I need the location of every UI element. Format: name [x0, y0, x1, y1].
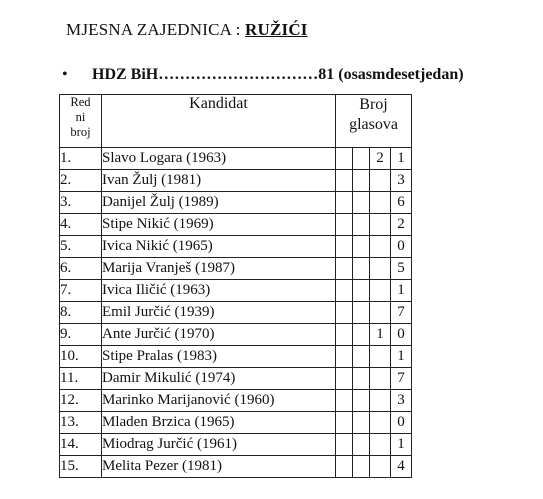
vote-digit — [336, 324, 353, 346]
candidate-name: Mladen Brzica (1965) — [102, 412, 336, 434]
vote-digit — [336, 390, 353, 412]
page-heading — [66, 20, 308, 40]
vote-digit — [336, 258, 353, 280]
vote-digit — [353, 412, 370, 434]
vote-digit — [336, 302, 353, 324]
vote-digit: 7 — [391, 302, 412, 324]
vote-digit — [353, 258, 370, 280]
table-row — [60, 148, 412, 170]
vote-digit: 2 — [391, 214, 412, 236]
vote-digit — [336, 236, 353, 258]
vote-digit — [336, 148, 353, 170]
row-number: 10. — [60, 346, 102, 368]
vote-digit — [370, 456, 391, 478]
row-number: 14. — [60, 434, 102, 456]
table-body — [60, 148, 412, 478]
row-number: 6. — [60, 258, 102, 280]
vote-digit — [353, 456, 370, 478]
row-number: 9. — [60, 324, 102, 346]
vote-digit — [336, 192, 353, 214]
header-votes-line: glasova — [349, 116, 398, 133]
vote-digit — [336, 412, 353, 434]
vote-digit: 0 — [391, 324, 412, 346]
table-row — [60, 368, 412, 390]
vote-digit — [353, 302, 370, 324]
header-votes — [336, 95, 412, 148]
candidate-name: Damir Mikulić (1974) — [102, 368, 336, 390]
row-number: 8. — [60, 302, 102, 324]
vote-digit — [353, 170, 370, 192]
party-text: HDZ BiH…………………………81 (osasmdesetjedan) — [92, 66, 464, 83]
vote-digit: 5 — [391, 258, 412, 280]
table-row — [60, 280, 412, 302]
table-row — [60, 302, 412, 324]
bullet-icon: • — [62, 66, 68, 83]
vote-digit: 6 — [391, 192, 412, 214]
vote-digit — [336, 456, 353, 478]
candidate-name: Danijel Žulj (1989) — [102, 192, 336, 214]
table-row — [60, 170, 412, 192]
vote-digit — [370, 170, 391, 192]
vote-digit — [353, 368, 370, 390]
table-row — [60, 434, 412, 456]
candidate-name: Marinko Marijanović (1960) — [102, 390, 336, 412]
vote-digit — [336, 280, 353, 302]
vote-digit — [370, 346, 391, 368]
candidate-name: Ivica Iličić (1963) — [102, 280, 336, 302]
vote-digit — [353, 280, 370, 302]
vote-digit — [336, 170, 353, 192]
header-ordinal-line: ni — [75, 110, 86, 124]
header-ordinal — [60, 95, 102, 148]
vote-digit — [370, 214, 391, 236]
vote-digit — [336, 214, 353, 236]
vote-digit: 0 — [391, 236, 412, 258]
vote-digit: 1 — [370, 324, 391, 346]
party-line — [62, 66, 464, 84]
vote-digit: 4 — [391, 456, 412, 478]
row-number: 11. — [60, 368, 102, 390]
vote-digit — [353, 390, 370, 412]
vote-digit — [353, 192, 370, 214]
vote-digit — [353, 214, 370, 236]
vote-digit — [370, 412, 391, 434]
row-number: 5. — [60, 236, 102, 258]
heading-label: MJESNA ZAJEDNICA : — [66, 20, 246, 39]
row-number: 15. — [60, 456, 102, 478]
candidate-name: Stipe Nikić (1969) — [102, 214, 336, 236]
table-row — [60, 412, 412, 434]
candidate-name: Ivan Žulj (1981) — [102, 170, 336, 192]
vote-digit — [353, 236, 370, 258]
vote-digit — [336, 346, 353, 368]
vote-digit — [370, 302, 391, 324]
vote-digit — [370, 192, 391, 214]
header-ordinal-line: Red — [70, 95, 91, 109]
header-votes-line: Broj — [359, 96, 388, 113]
vote-digit — [370, 368, 391, 390]
table-row — [60, 346, 412, 368]
vote-digit — [370, 236, 391, 258]
table-row — [60, 390, 412, 412]
candidate-name: Miodrag Jurčić (1961) — [102, 434, 336, 456]
vote-digit — [370, 258, 391, 280]
vote-digit — [353, 434, 370, 456]
vote-digit — [370, 280, 391, 302]
vote-digit — [370, 434, 391, 456]
row-number: 3. — [60, 192, 102, 214]
candidate-name: Ivica Nikić (1965) — [102, 236, 336, 258]
vote-digit: 7 — [391, 368, 412, 390]
vote-digit: 3 — [391, 390, 412, 412]
vote-digit: 0 — [391, 412, 412, 434]
row-number: 1. — [60, 148, 102, 170]
candidate-name: Stipe Pralas (1983) — [102, 346, 336, 368]
vote-digit — [336, 368, 353, 390]
vote-digit: 2 — [370, 148, 391, 170]
vote-digit: 1 — [391, 434, 412, 456]
vote-digit — [336, 434, 353, 456]
header-ordinal-line: broj — [70, 125, 91, 139]
table-row — [60, 192, 412, 214]
table-row — [60, 258, 412, 280]
vote-digit — [353, 324, 370, 346]
candidate-name: Marija Vranješ (1987) — [102, 258, 336, 280]
candidate-name: Ante Jurčić (1970) — [102, 324, 336, 346]
candidate-name: Emil Jurčić (1939) — [102, 302, 336, 324]
table-row — [60, 214, 412, 236]
vote-digit: 3 — [391, 170, 412, 192]
vote-digit: 1 — [391, 148, 412, 170]
vote-digit: 1 — [391, 280, 412, 302]
table-row — [60, 456, 412, 478]
vote-digit — [370, 390, 391, 412]
candidate-name: Melita Pezer (1981) — [102, 456, 336, 478]
table-row — [60, 324, 412, 346]
row-number: 2. — [60, 170, 102, 192]
vote-digit — [353, 148, 370, 170]
vote-digit — [353, 346, 370, 368]
vote-digit: 1 — [391, 346, 412, 368]
candidate-name: Slavo Logara (1963) — [102, 148, 336, 170]
table-header-row — [60, 95, 412, 148]
header-candidate: Kandidat — [102, 95, 336, 148]
row-number: 12. — [60, 390, 102, 412]
row-number: 7. — [60, 280, 102, 302]
table-row — [60, 236, 412, 258]
results-table — [59, 94, 412, 478]
row-number: 13. — [60, 412, 102, 434]
heading-place: RUŽIĆI — [245, 20, 308, 39]
row-number: 4. — [60, 214, 102, 236]
